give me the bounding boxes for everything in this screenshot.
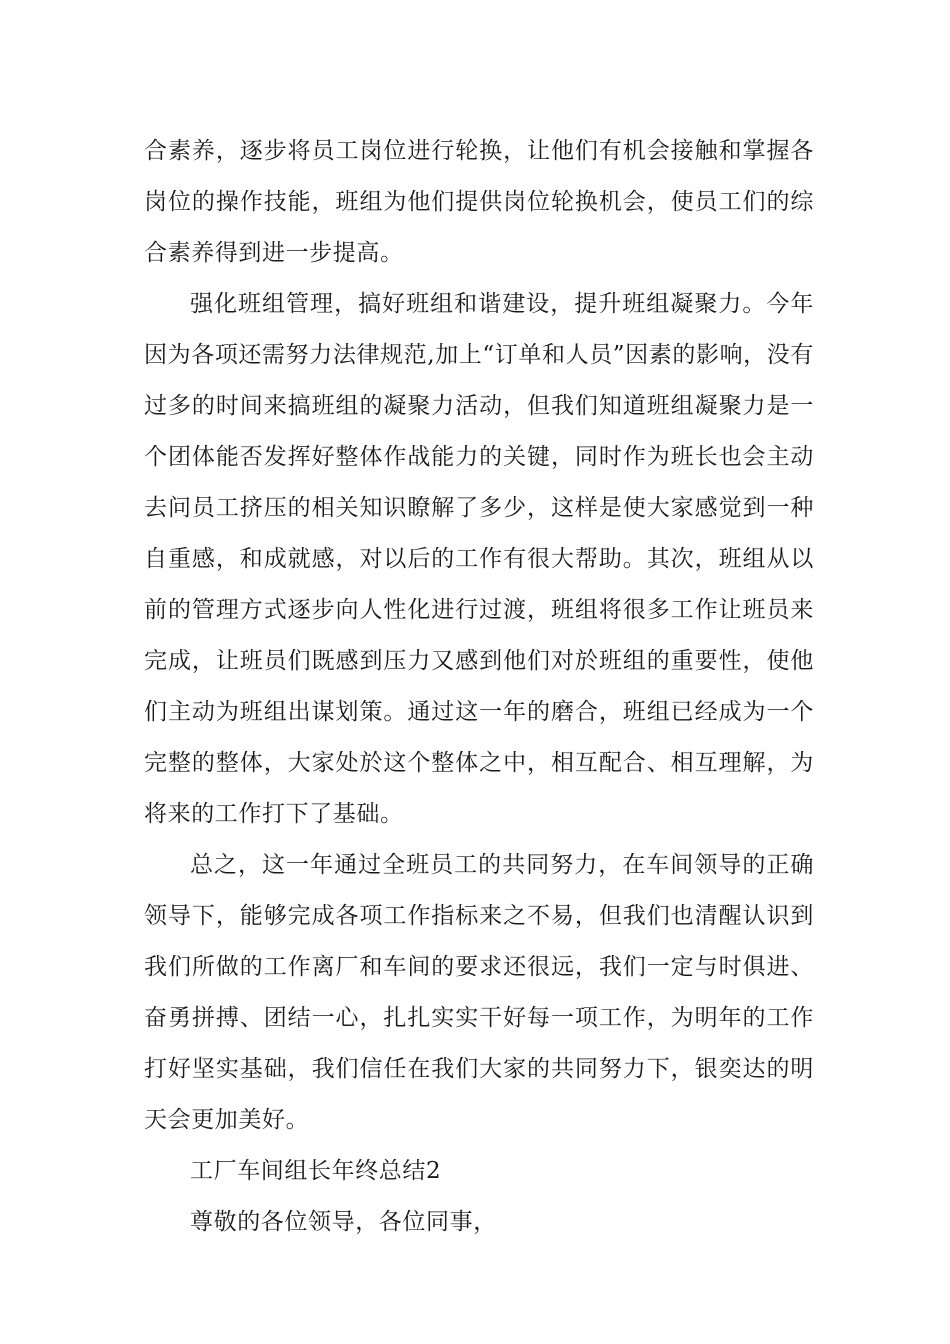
paragraph-continuation: 合素养，逐步将员工岗位进行轮换，让他们有机会接触和掌握各岗位的操作技能，班组为他们提供岗位轮换机会，使员工们的综合素养得到进一步提高。 bbox=[144, 138, 814, 266]
salutation: 尊敬的各位领导，各位同事， bbox=[190, 1209, 497, 1235]
document-body bbox=[144, 126, 814, 1248]
paragraph-conclusion: 总之，这一年通过全班员工的共同努力，在车间领导的正确领导下，能够完成各项工作指标来之不易，但我们也清醒认识到我们所做的工作离厂和车间的要求还很远，我们一定与时俱进、奋勇拼搏、团结一心，扎扎实实干好每一项工作，为明年的工作打好坚实基础，我们信任在我们大家的共同努力下，银奕达的明天会更加美好。 bbox=[144, 852, 814, 1133]
paragraph-team-management: 强化班组管理，搞好班组和谐建设，提升班组凝聚力。今年因为各项还需努力法律规范,加上“订单和人员”因素的影响，没有过多的时间来搞班组的凝聚力活动，但我们知道班组凝聚力是一个团体能否发挥好整体作战能力的关键，同时作为班长也会主动去问员工挤压的相关知识瞭解了多少，这样是使大家感觉到一种自重感，和成就感，对以后的工作有很大帮助。其次，班组从以前的管理方式逐步向人性化进行过渡，班组将很多工作让班员来完成，让班员们既感到压力又感到他们对於班组的重要性，使他们主动为班组出谋划策。通过这一年的磨合，班组已经成为一个完整的整体，大家处於这个整体之中，相互配合、相互理解，为将来的工作打下了基础。 bbox=[144, 291, 814, 827]
section-title: 工厂车间组长年终总结2 bbox=[190, 1158, 442, 1184]
